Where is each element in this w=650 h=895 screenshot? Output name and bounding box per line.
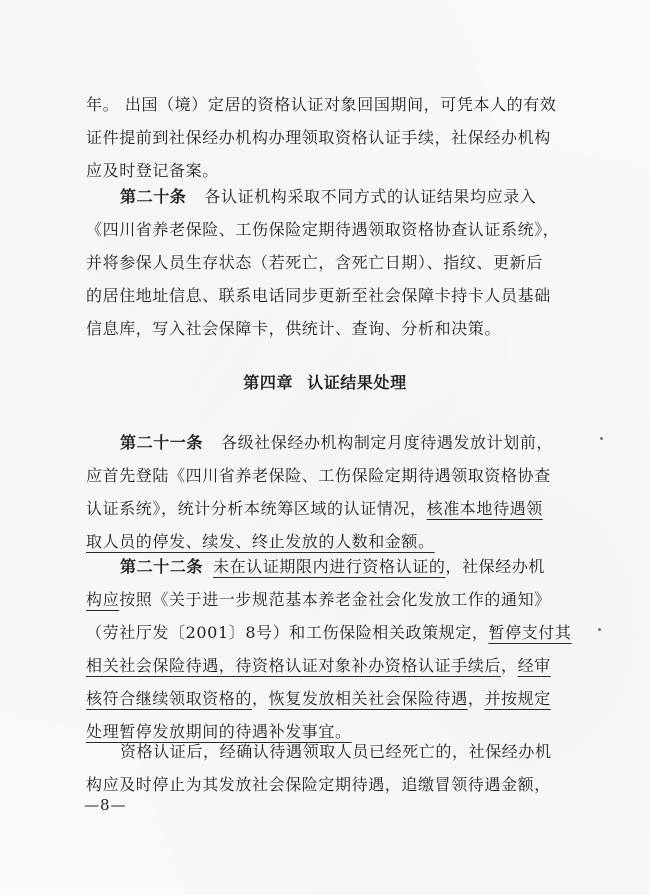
text-line: 应首先登陆《四川省养老保险、工伤保险定期待遇领取资格协查 (86, 466, 551, 485)
article-21 (86, 426, 586, 558)
underlined-text: 核准本地待遇领 (426, 499, 543, 518)
article-label: 第二十二条 (120, 557, 204, 576)
underlined-text: 取人员的停发、续发、终止发放的人数和金额。 (86, 532, 435, 551)
text-line: 信息库，写入社会保障卡，供统计、查询、分析和决策。 (86, 319, 502, 338)
underlined-text: 经审 (517, 656, 551, 675)
scan-speck (600, 437, 603, 440)
underlined-text: 处理暂停发放期间的待遇补发事宜。 (86, 722, 352, 741)
text-line: 各认证机构采取不同方式的认证结果均应录入 (204, 187, 537, 206)
paragraph-final (86, 735, 586, 801)
text-line: ， (252, 689, 269, 708)
underlined-text: 暂停支付其 (488, 623, 572, 642)
chapter-number: 第四章 (243, 373, 294, 392)
scan-speck (598, 628, 601, 631)
text-line: 构应及时停止为其发放社会保险定期待遇，追缴冒领待遇金额， (86, 775, 551, 794)
underlined-text: 未在认证期限内进行资格认证的 (213, 557, 446, 576)
chapter-title: 认证结果处理 (307, 373, 407, 392)
underlined-text: 相关社会保险待遇， (86, 656, 236, 675)
text-line: （劳社厅发〔2001〕8号）和工伤保险相关政策规定， (86, 623, 489, 642)
article-label: 第二十条 (120, 187, 187, 206)
text-line: 应及时登记备案。 (86, 161, 219, 180)
text-line: 的居住地址信息、联系电话同步更新至社会保障卡持卡人员基础 (86, 286, 551, 305)
text-line: 按照《关于进一步规范基本养老金社会化发放工作的通知》 (119, 590, 551, 609)
chapter-heading (0, 366, 650, 399)
underlined-text: 构应 (86, 590, 120, 609)
text-line: 证件提前到社保经办机构办理领取资格认证手续，社保经办机构 (86, 128, 551, 147)
text-line: 各级社保经办机构制定月度待遇发放计划前， (221, 433, 554, 452)
text-line: 资格认证后，经确认待遇领取人员已经死亡的，社保经办机 (120, 742, 552, 761)
article-22 (86, 550, 586, 748)
page-number: —8— (84, 796, 127, 814)
text-line: 认证系统》，统计分析本统筹区域的认证情况， (86, 499, 427, 518)
text-line: ，社保经办机 (445, 557, 546, 576)
underlined-text: 恢复发放相关社会保险待遇 (268, 689, 468, 708)
text-line: ， (501, 656, 518, 675)
text-line: 《四川省养老保险、工伤保险定期待遇领取资格协查认证系统》， (86, 220, 560, 239)
article-label: 第二十一条 (120, 433, 204, 452)
text-line: 并将参保人员生存状态（若死亡，含死亡日期）、指纹、更新后 (86, 253, 543, 272)
text-line: 年。 出国（境）定居的资格认证对象回国期间，可凭本人的有效 (86, 95, 557, 114)
paragraph-continuation (86, 88, 586, 187)
underlined-text: 核符合继续领取资格的 (86, 689, 253, 708)
text-line: ， (467, 689, 485, 708)
underlined-text: 待资格认证对象补办资格认证手续后 (235, 656, 502, 675)
article-20 (86, 180, 586, 345)
underlined-text: 并按规定 (484, 689, 551, 708)
